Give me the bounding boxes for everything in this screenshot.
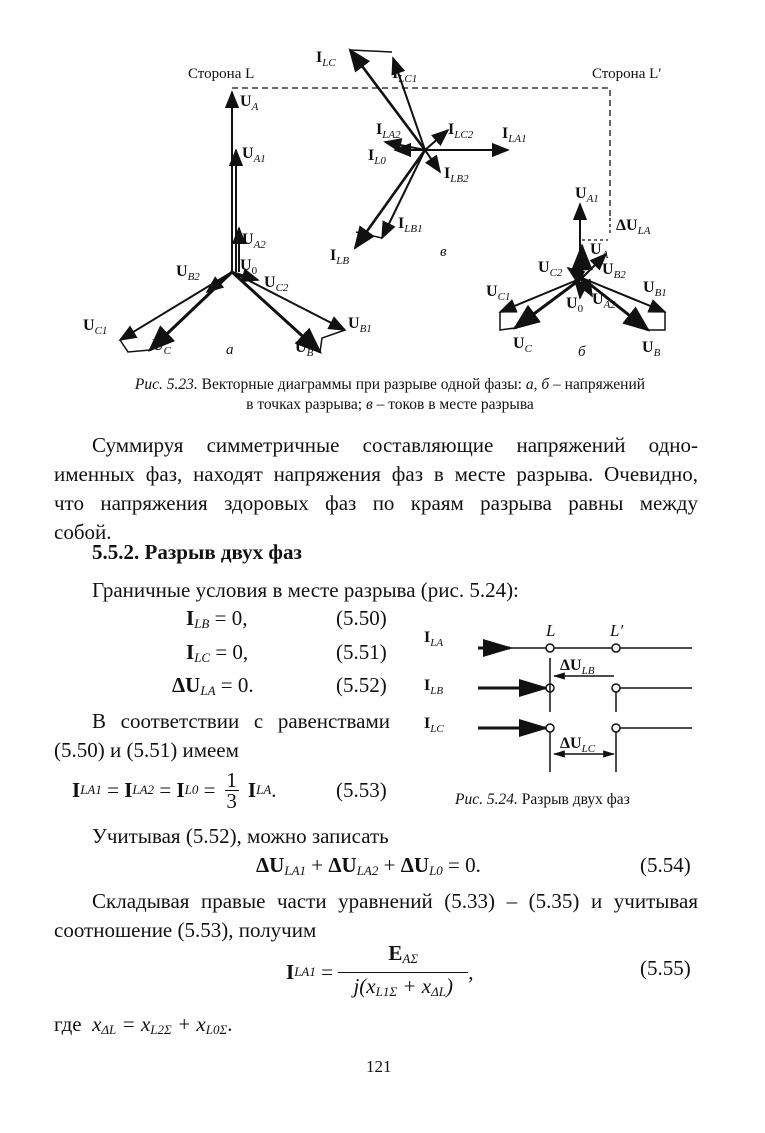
caption-text: Векторные диаграммы при разрыве одной фазы: bbox=[201, 376, 522, 393]
label-b-UC1: $U_{C1}$ bbox=[486, 283, 511, 303]
dashed-connector bbox=[232, 88, 610, 218]
label-ILB2: $I_{LB2}$ bbox=[444, 165, 469, 185]
fig524-Lp: L′ bbox=[610, 621, 624, 640]
label-UB2: $U_{B2}$ bbox=[176, 263, 200, 283]
eq-5-51-num: (5.51) bbox=[336, 640, 387, 664]
eq-5-55: I LA1 = $E_{A\Sigma}$ $j(x_{L1\Sigma} + x_{\Delta L})$ , bbox=[286, 940, 473, 1004]
para1-line3: что напряжения здоровых фаз по краям разрыва равны между bbox=[54, 491, 698, 515]
eq-5-52-num: (5.52) bbox=[336, 673, 387, 697]
eq-5-51-lhs: $I_{LC} = 0$, bbox=[186, 640, 249, 665]
fig524-ILC: $I_{LC}$ bbox=[424, 715, 444, 735]
label-UB: $U_B$ bbox=[295, 339, 314, 359]
label-UA2: $U_{A2}$ bbox=[242, 231, 266, 251]
eq-5-54: $\Delta U_{LA1} + \Delta U_{LA2} + \Delta U_{L0} = 0$. bbox=[256, 853, 481, 878]
figure-5-23 bbox=[0, 0, 765, 370]
fig524-caption-text: Разрыв двух фаз bbox=[521, 791, 630, 808]
boundary-intro: Граничные условия в месте разрыва (рис. 5.24): bbox=[92, 578, 519, 602]
label-ILB: $I_{LB}$ bbox=[330, 247, 350, 267]
label-b-UC2: $U_{C2}$ bbox=[538, 259, 563, 279]
caption-line2-post: – токов в месте разрыва bbox=[376, 396, 534, 413]
para1-line4: собой. bbox=[54, 520, 112, 544]
label-ILC: $I_{LC}$ bbox=[316, 49, 336, 69]
label-b-UA: $U_A$ bbox=[590, 241, 609, 261]
caption-mid: – напряжений bbox=[553, 376, 646, 393]
eq-5-50-lhs: $I_{LB} = 0$, bbox=[186, 606, 248, 631]
paragraph-2 bbox=[54, 707, 390, 765]
diagram-b-letter: б bbox=[578, 344, 586, 360]
paragraph-4 bbox=[54, 887, 698, 945]
fig524-ILA: $I_{LA}$ bbox=[424, 629, 444, 649]
label-ILA2: $I_{LA2}$ bbox=[376, 121, 401, 141]
side-right-label: Сторона L′ bbox=[592, 66, 662, 82]
section-heading: 5.5.2. Разрыв двух фаз bbox=[92, 540, 302, 564]
fig524-ILB: $I_{LB}$ bbox=[424, 677, 444, 697]
label-UA: $U_A$ bbox=[240, 93, 259, 113]
figure-5-24 bbox=[410, 612, 710, 782]
caption-ab: а, б bbox=[525, 376, 550, 393]
where-line: где $x_{\Delta L} = x_{L2\Sigma} + x_{L0\Sigma}$. bbox=[54, 1012, 233, 1037]
para2-line2: (5.50) и (5.51) имеем bbox=[54, 738, 239, 762]
figure-5-23-caption bbox=[80, 375, 700, 415]
eq-5-55-num: (5.55) bbox=[640, 956, 691, 980]
diagram-c-letter: в bbox=[440, 244, 447, 260]
eq-5-52-lhs: $\Delta U_{LA} = 0$. bbox=[172, 673, 254, 698]
fig524-dULC: $\Delta U_{LC}$ bbox=[560, 735, 596, 755]
para4-line2: соотношение (5.53), получим bbox=[54, 918, 317, 942]
para1-line2: именных фаз, находят напряжения фаз в месте разрыва. Очевидно, bbox=[54, 462, 698, 486]
side-left-label: Сторона L bbox=[188, 66, 255, 82]
label-b-UB1: $U_{B1}$ bbox=[643, 279, 667, 299]
label-ILC2: $I_{LC2}$ bbox=[448, 121, 474, 141]
label-b-UB2: $U_{B2}$ bbox=[602, 261, 626, 281]
para2-line1: В соответствии с равенствами bbox=[92, 709, 390, 733]
eq-5-53-num: (5.53) bbox=[336, 778, 387, 802]
label-b-UA1: $U_{A1}$ bbox=[575, 185, 599, 205]
label-ILB1: $I_{LB1}$ bbox=[398, 215, 423, 235]
eq-5-50-num: (5.50) bbox=[336, 606, 387, 630]
figure-5-24-caption bbox=[455, 790, 630, 810]
caption-line2-pre: в точках разрыва; bbox=[246, 396, 363, 413]
diagram-a bbox=[120, 92, 345, 352]
para4-line1: Складывая правые части уравнений (5.33) – (5.35) и учитывая bbox=[92, 889, 698, 913]
label-ILA1: $I_{LA1}$ bbox=[502, 125, 527, 145]
paragraph-1 bbox=[54, 431, 698, 547]
label-UC: $U_C$ bbox=[152, 337, 171, 357]
label-b-UB: $U_B$ bbox=[642, 339, 661, 359]
eq-5-54-num: (5.54) bbox=[640, 853, 691, 877]
label-UA1: $U_{A1}$ bbox=[242, 145, 266, 165]
page-number: 121 bbox=[366, 1057, 392, 1076]
label-b-UC: $U_C$ bbox=[513, 335, 532, 355]
caption-label: Рис. 5.23. bbox=[134, 376, 198, 393]
caption-c: в bbox=[365, 396, 373, 413]
para1-line1: Суммируя симметричные составляющие напряжений одно- bbox=[92, 433, 698, 457]
paragraph-3: Учитывая (5.52), можно записать bbox=[92, 824, 389, 848]
label-UC1: $U_{C1}$ bbox=[83, 317, 108, 337]
label-b-UA2: $U_{A2}$ bbox=[592, 291, 616, 311]
label-UC2: $U_{C2}$ bbox=[264, 274, 289, 294]
label-ILC1: $I_{LC1}$ bbox=[392, 65, 418, 85]
label-IL0: $I_{L0}$ bbox=[368, 147, 386, 167]
eq553-fraction: 1 3 bbox=[226, 767, 237, 813]
label-U0: $U_0$ bbox=[240, 257, 258, 277]
fig524-dULB: $\Delta U_{LB}$ bbox=[560, 657, 595, 677]
label-b-U0: $U_0$ bbox=[566, 295, 584, 315]
label-UB1: $U_{B1}$ bbox=[348, 315, 372, 335]
label-b-dULA: $\Delta U_{LA}$ bbox=[616, 217, 651, 237]
eq555-fraction: $E_{A\Sigma}$ $j(x_{L1\Sigma} + x_{\Delta L})$ bbox=[338, 940, 468, 1005]
diagram-a-letter: а bbox=[226, 342, 234, 358]
eq-5-53: I LA1 = I LA2 = I L0 = 1 3 I LA . bbox=[72, 767, 277, 813]
fig524-L: L bbox=[546, 621, 556, 640]
fig524-caption-label: Рис. 5.24. bbox=[455, 791, 518, 808]
